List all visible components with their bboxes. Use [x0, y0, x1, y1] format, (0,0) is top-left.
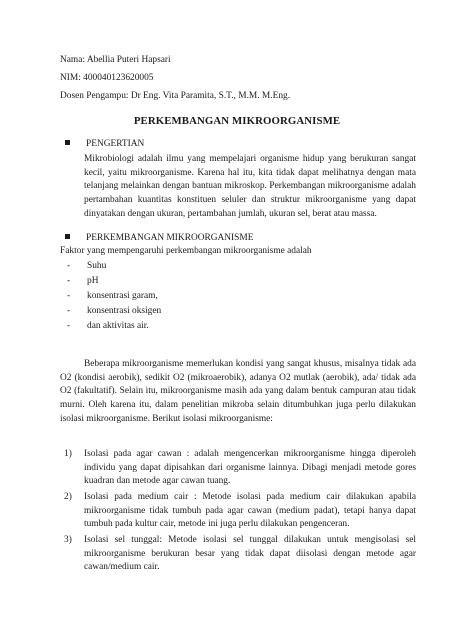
item-number: 2) [64, 492, 72, 502]
item-text: Isolasi pada agar cawan : adalah mengencerkan mikroorganisme hingga diperoleh individu yang dapat dipisahkan dari organisme lainnya. Dibagi menjadi metode gores kuadran dan metode agar cawan tuang. [84, 449, 416, 487]
bullet-icon [65, 234, 70, 239]
bullet-icon [65, 140, 70, 145]
section-heading-perkembangan: PERKEMBANGAN MIKROORGANISME [65, 232, 253, 246]
section-heading-pengertian: PENGERTIAN [65, 138, 144, 152]
item-number: 3) [64, 535, 72, 545]
lecturer: Dosen Pengampu: Dr Eng. Vita Paramita, S.T., M.M. M.Eng. [60, 91, 291, 101]
dash-icon: - [67, 261, 71, 271]
dash-icon: - [67, 276, 71, 286]
item-text: Isolasi sel tunggal: Metode isolasi sel tunggal dilakukan untuk mengisolasi sel mikroorganisme berukuran besar yang tidak dapat diisolasi dengan metode agar cawan/medium cair. [84, 535, 416, 573]
pengertian-paragraph: Mikrobiologi adalah ilmu yang mempelajari organisme hidup yang berukuran sangat kecil, yaitu mikroorganisme. Karena hal itu, kita tidak dapat melihatnya dengan mata telanjang melainkan dengan bantuan mikroskop. Perkembangan mikroorganisme adalah pertambahan kuantitas konstituen seluler dan struktur mikroorganisme yang dapat dinyatakan dengan ukuran, pertambahan jumlah, ukuran sel, berat atau massa. [84, 154, 416, 219]
student-nim: NIM: 400040123620005 [60, 73, 154, 83]
document-page: Nama: Abellia Puteri Hapsari NIM: 400040123620005 Dosen Pengampu: Dr Eng. Vita Paramita, S.T., M.M. M.Eng. PERKEMBANGAN MIKROORGANISME PENGERTIAN Mikrobiologi adalah ilmu yang mempelajari organisme hidup yang berukuran sangat kecil, yaitu mikroorganisme. Karena hal itu, kita tidak dapat melihatnya dengan mata telanjang melainkan dengan bantuan mikroskop. Perkembangan mikroorganisme adalah pertambahan kuantitas konstituen seluler dan struktur mikroorganisme yang dapat dinyatakan dengan ukuran, pertambahan jumlah, ukuran sel, berat atau massa. PERKEMBANGAN MIKROORGANISME Faktor yang mempengaruhi perkembangan mikroorganisme adalah - Suhu - pH - konsentrasi garam, - konsentrasi oksigen - dan aktivitas air. Beberapa mikroorganisme memerlukan kondisi yang sangat khusus, misalnya tidak ada O2 (kondisi aerobik), sedikit O2 (mikroaerobik), adanya O2 mutlak (aerobik), ada/ tidak ada O2 (fakultatif). Selain itu, mikroorganisme masih ada yang dalam bentuk campuran atau tidak murni. Oleh karena itu, dalam penelitian mikroba selain ditumbuhkan juga perlu dilakukan isolasi mikroorganisme. Berikut isolasi mikroorganisme: 1) Isolasi pada agar cawan : adalah mengencerkan mikroorganisme hingga diperoleh individu yang dapat dipisahkan dari organisme lainnya. Dibagi menjadi metode gores kuadran dan metode agar cawan tuang. 2) Isolasi pada medium cair : Metode isolasi pada medium cair dilakukan apabila mikroorganisme tidak tumbuh pada agar cawan (medium padat), tetapi hanya dapat tumbuh pada kultur cair, metode ini juga perlu dilakukan pengenceran. 3) Isolasi sel tunggal: Metode isolasi sel tunggal dilakukan untuk mengisolasi sel mikroorganisme berukuran besar yang tidak dapat diisolasi dengan metode agar cawan/medium cair. [0, 0, 474, 632]
factors-intro: Faktor yang mempengaruhi perkembangan mikroorganisme adalah [60, 246, 312, 256]
page-title: PERKEMBANGAN MIKROORGANISME [133, 115, 341, 127]
dash-icon: - [67, 306, 71, 316]
isolation-intro-paragraph: Beberapa mikroorganisme memerlukan kondisi yang sangat khusus, misalnya tidak ada O2 (kondisi aerobik), sedikit O2 (mikroaerobik), adanya O2 mutlak (aerobik), ada/ tidak ada O2 (fakultatif). Selain itu, mikroorganisme masih ada yang dalam bentuk campuran atau tidak murni. Oleh karena itu, dalam penelitian mikroba selain ditumbuhkan juga perlu dilakukan isolasi mikroorganisme. Berikut isolasi mikroorganisme: [60, 359, 416, 424]
item-text: Isolasi pada medium cair : Metode isolasi pada medium cair dilakukan apabila mikroorganisme tidak tumbuh pada agar cawan (medium padat), tetapi hanya dapat tumbuh pada kultur cair, metode ini juga perlu dilakukan pengenceran. [84, 492, 416, 530]
item-number: 1) [64, 449, 72, 459]
dash-icon: - [67, 321, 71, 331]
student-name: Nama: Abellia Puteri Hapsari [60, 55, 171, 65]
dash-icon: - [67, 291, 71, 301]
